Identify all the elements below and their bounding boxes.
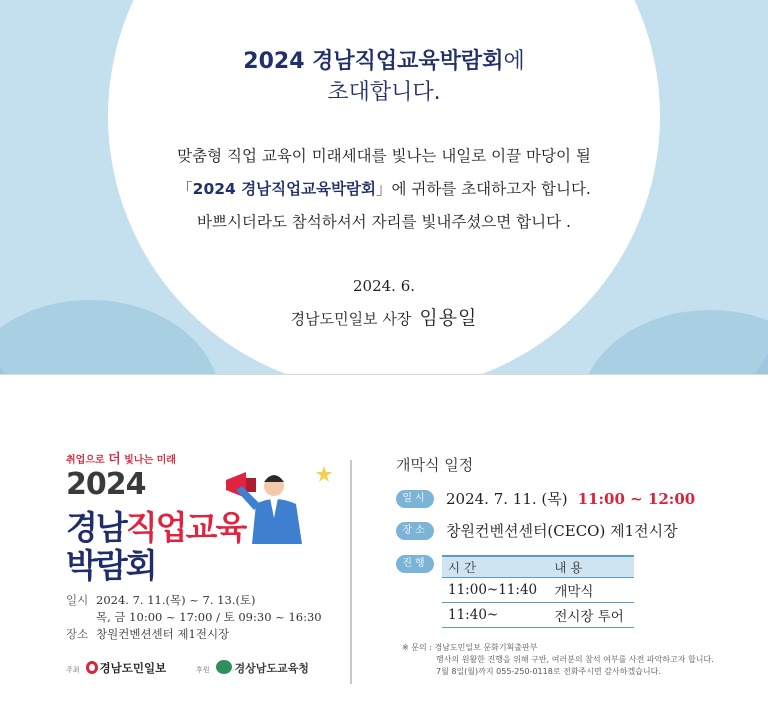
- schedule-date: 2024. 7. 11. (목): [446, 490, 568, 508]
- sponsor-name: 경상남도교육청: [234, 662, 309, 675]
- sponsor-logo: [196, 660, 309, 676]
- headline-line2: 초대합니다.: [327, 80, 441, 105]
- program-tag: 진행: [396, 555, 434, 573]
- date-tag: 일시: [396, 490, 434, 508]
- body-line1: 맞춤형 직업 교육이 미래세대를 빛나는 내일로 이끌 마당이 될: [177, 147, 591, 165]
- invitation-body: [0, 140, 768, 239]
- schedule-date-row: [446, 488, 695, 509]
- poster-place-label: 장소: [66, 627, 89, 641]
- event-poster: [66, 440, 336, 690]
- body-line3: 바쁘시더라도 참석하셔서 자리를 빛내주셨으면 합니다 .: [197, 213, 571, 231]
- headline-bold: 2024 경남직업교육박람회: [243, 49, 504, 74]
- slogan-part-b: 더: [108, 452, 121, 467]
- title-part1: 경남: [66, 508, 126, 547]
- table-header-row: [442, 556, 634, 578]
- poster-slogan: [66, 448, 176, 467]
- host-logo: [66, 660, 166, 676]
- poster-date-value: 2024. 7. 11.(목) ~ 7. 13.(토): [96, 593, 256, 607]
- invitation-date: 2024. 6.: [352, 277, 416, 295]
- poster-hours: 목, 금 10:00 ~ 17:00 / 토 09:30 ~ 16:30: [96, 610, 322, 624]
- poster-year: 2024: [66, 467, 146, 502]
- megaphone-person-illustration: [216, 458, 336, 548]
- sponsor-mark-icon: [216, 660, 232, 674]
- vertical-divider: [350, 460, 352, 684]
- table-row: [442, 578, 634, 603]
- table-header-content: 내 용: [548, 556, 634, 578]
- poster-title-line2: 박람회: [66, 546, 156, 585]
- schedule-title: 개막식 일정: [396, 456, 474, 474]
- signer-name: 임용일: [419, 307, 478, 329]
- host-name: 경남도민일보: [99, 661, 167, 675]
- table-cell: 11:40~: [442, 603, 548, 628]
- table-header-time: 시 간: [442, 556, 548, 578]
- headline-suffix: 에: [503, 49, 525, 74]
- table-cell: 개막식: [548, 578, 634, 603]
- slogan-part-c: 빛나는 미래: [120, 455, 176, 466]
- table-cell: 전시장 투어: [548, 603, 634, 628]
- poster-place-value: 창원컨벤션센터 제1전시장: [96, 627, 230, 641]
- note-line3: 7월 8일(월)까지 055-250-0118로 전화주시면 감사하겠습니다.: [436, 667, 661, 676]
- poster-date-label: 일시: [66, 593, 89, 607]
- note-line1: ※ 문의 : 경남도민일보 문화기획출판부: [402, 643, 538, 652]
- table-cell: 11:00~11:40: [442, 578, 548, 603]
- program-table: [442, 555, 634, 628]
- invitation-headline: [0, 46, 768, 108]
- section-divider: [0, 374, 768, 375]
- note-line2: 행사의 원활한 진행을 위해 구반, 여러분의 참석 여부를 사전 파악하고자 합니다.: [436, 655, 714, 664]
- schedule-time: 11:00 ~ 12:00: [577, 490, 696, 508]
- sponsor-label: 후원: [196, 666, 210, 674]
- body-highlight: 2024 경남직업교육박람회: [192, 180, 376, 198]
- poster-info: [66, 592, 322, 643]
- place-tag: 장소: [396, 522, 434, 540]
- schedule-place: 창원컨벤션센터(CECO) 제1전시장: [446, 522, 678, 540]
- title-part2: 직업교육: [125, 508, 246, 547]
- signer-title: 경남도민일보 사장: [290, 310, 412, 328]
- invitation-signature: [0, 303, 768, 330]
- bracket-open: 「: [177, 180, 193, 198]
- opening-schedule: [396, 450, 736, 690]
- host-mark-icon: [86, 661, 98, 674]
- poster-logos: [66, 658, 336, 678]
- slogan-part-a: 취업으로: [66, 455, 109, 466]
- contact-note: [402, 642, 732, 678]
- body-line2: [0, 173, 768, 206]
- body-line2-rest: 」에 귀하를 초대하고자 합니다.: [375, 180, 591, 198]
- table-row: [442, 603, 634, 628]
- host-label: 주최: [66, 666, 80, 674]
